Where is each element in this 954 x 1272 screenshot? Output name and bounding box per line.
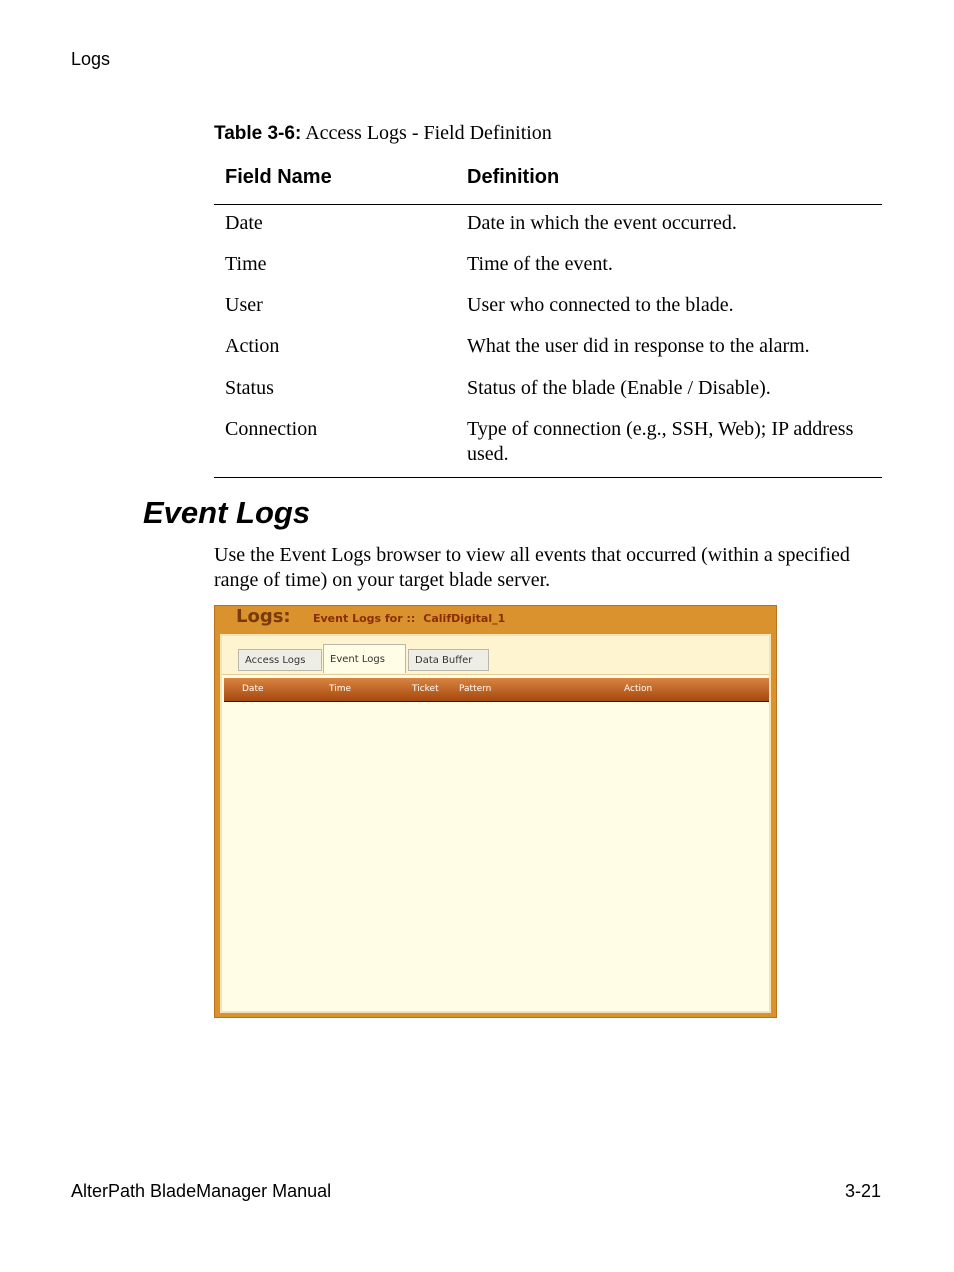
table-caption-number: Table 3-6:	[214, 123, 302, 144]
tab-access-logs[interactable]: Access Logs	[238, 649, 322, 671]
footer-manual-title: AlterPath BladeManager Manual	[71, 1181, 332, 1201]
table-row	[214, 252, 882, 293]
cell-field: User	[225, 294, 263, 316]
column-header-time[interactable]: Time	[329, 684, 352, 694]
table-caption	[214, 122, 552, 145]
table-header	[214, 160, 882, 205]
panel-title: Logs:	[236, 606, 291, 627]
event-logs-screenshot	[214, 605, 777, 1018]
column-header-definition: Definition	[467, 166, 560, 188]
cell-definition: Time of the event.	[467, 253, 613, 275]
table-caption-text: Access Logs - Field Definition	[305, 122, 552, 144]
table-row	[214, 376, 882, 417]
table-row	[214, 293, 882, 334]
column-header-pattern[interactable]: Pattern	[459, 684, 492, 694]
column-header-date[interactable]: Date	[242, 684, 264, 694]
tab-bar	[222, 636, 769, 675]
cell-field: Status	[225, 377, 274, 399]
cell-field: Action	[225, 335, 280, 357]
table-row	[214, 205, 882, 252]
column-header-ticket[interactable]: Ticket	[412, 684, 439, 694]
section-body: Use the Event Logs browser to view all events that occurred (within a specified range of time) on your target blade server.	[214, 544, 850, 591]
event-log-grid-header	[224, 678, 769, 702]
table-row	[214, 334, 882, 376]
cell-definition: What the user did in response to the alarm.	[467, 335, 810, 357]
device-name: CalifDigital_1	[423, 612, 506, 625]
field-definition-table	[214, 160, 882, 478]
cell-definition: Date in which the event occurred.	[467, 212, 737, 234]
table-body	[214, 205, 882, 478]
column-header-field-name: Field Name	[225, 166, 332, 188]
cell-field: Date	[225, 212, 263, 234]
tab-event-logs[interactable]: Event Logs	[323, 644, 406, 673]
cell-definition: User who connected to the blade.	[467, 294, 734, 316]
table-row	[214, 417, 882, 467]
running-header: Logs	[71, 49, 111, 69]
cell-field: Time	[225, 253, 267, 275]
panel-subtitle	[313, 612, 505, 625]
column-header-action[interactable]: Action	[624, 684, 653, 694]
cell-definition: Type of connection (e.g., SSH, Web); IP address used.	[467, 418, 854, 465]
logs-content-area	[220, 634, 771, 1013]
cell-definition: Status of the blade (Enable / Disable).	[467, 377, 771, 399]
tab-data-buffer[interactable]: Data Buffer	[408, 649, 489, 671]
cell-field: Connection	[225, 418, 318, 440]
footer-page-number: 3-21	[844, 1181, 881, 1201]
section-title: Event Logs	[143, 495, 311, 530]
panel-subtitle-label: Event Logs for ::	[313, 612, 416, 625]
